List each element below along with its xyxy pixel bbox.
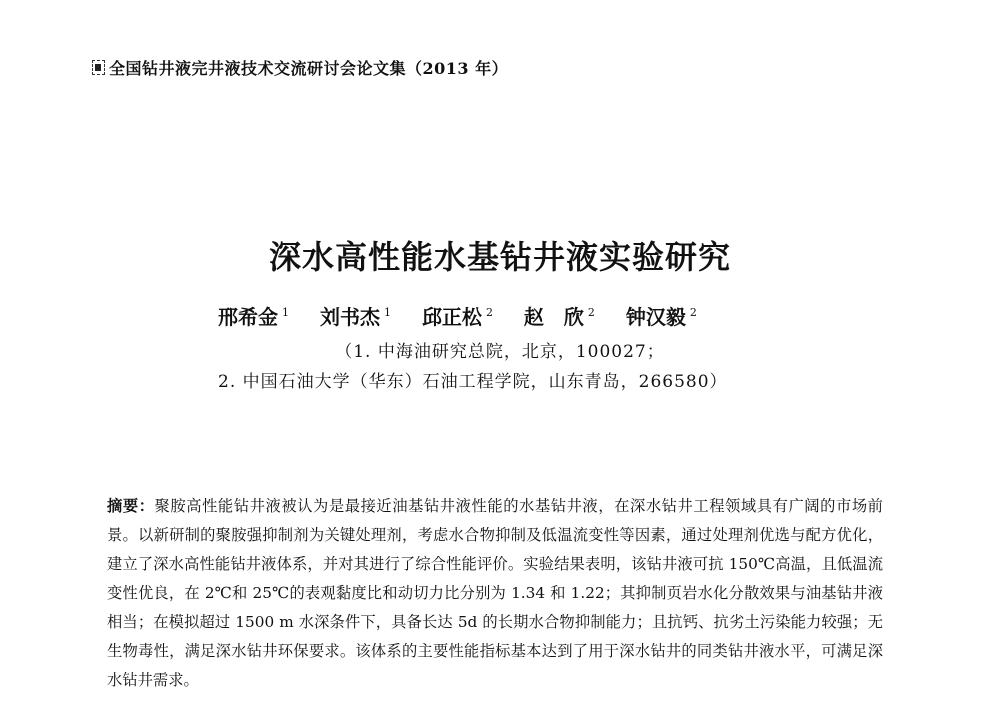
author [626, 301, 697, 330]
author-name: 邢希金 [218, 305, 278, 329]
author-affiliation-mark: 2 [587, 306, 595, 320]
abstract [107, 492, 883, 695]
affiliation-2: 2. 中国石油大学（华东）石油工程学院，山东青岛，266580） [218, 372, 728, 392]
page-marker-icon [92, 60, 105, 75]
abstract-text: 聚胺高性能钻井液被认为是最接近油基钻井液性能的水基钻井液，在深水钻井工程领域具有广阔的市场前景。以新研制的聚胺强抑制剂为关键处理剂，考虑水合物抑制及低温流变性等因素，通过处理剂优选与配方优化，建立了深水高性能钻井液体系，并对其进行了综合性能评价。实验结果表明，该钻井液可抗 150℃高温，且低温流变性优良，在 2℃和 25℃的表观黏度比和动切力比分别为 1.34 和 1.22；其抑制页岩水化分散效果与油基钻井液相当；在模拟超过 1500 m 水深条件下，具备长达 5d 的长期水合物抑制能力；且抗钙、抗劣土污染能力较强；无生物毒性，满足深水钻井环保要求。该体系的主要性能指标基本达到了用于深水钻井的同类钻井液水平，可满足深水钻井需求。 [107, 497, 883, 689]
author-list [218, 301, 721, 330]
abstract-label: 摘要： [107, 497, 155, 515]
author-affiliation-mark: 1 [282, 306, 289, 320]
author [218, 301, 289, 330]
paper-title: 深水高性能水基钻井液实验研究 [268, 238, 731, 276]
author-affiliation-mark: 2 [485, 306, 493, 320]
author-name: 钟汉毅 [625, 305, 686, 329]
running-header [92, 56, 508, 79]
affiliation-1: （1. 中海油研究总院，北京，100027； [335, 342, 665, 362]
author [422, 301, 493, 330]
author-name: 赵 欣 [523, 305, 584, 329]
author [320, 301, 391, 330]
journal-title: 全国钻井液完井液技术交流研讨会论文集（2013 年） [109, 59, 509, 78]
author [524, 301, 595, 330]
author-name: 刘书杰 [319, 305, 380, 329]
author-name: 邱正松 [421, 305, 482, 329]
author-affiliation-mark: 1 [383, 306, 391, 320]
author-affiliation-mark: 2 [689, 306, 697, 320]
